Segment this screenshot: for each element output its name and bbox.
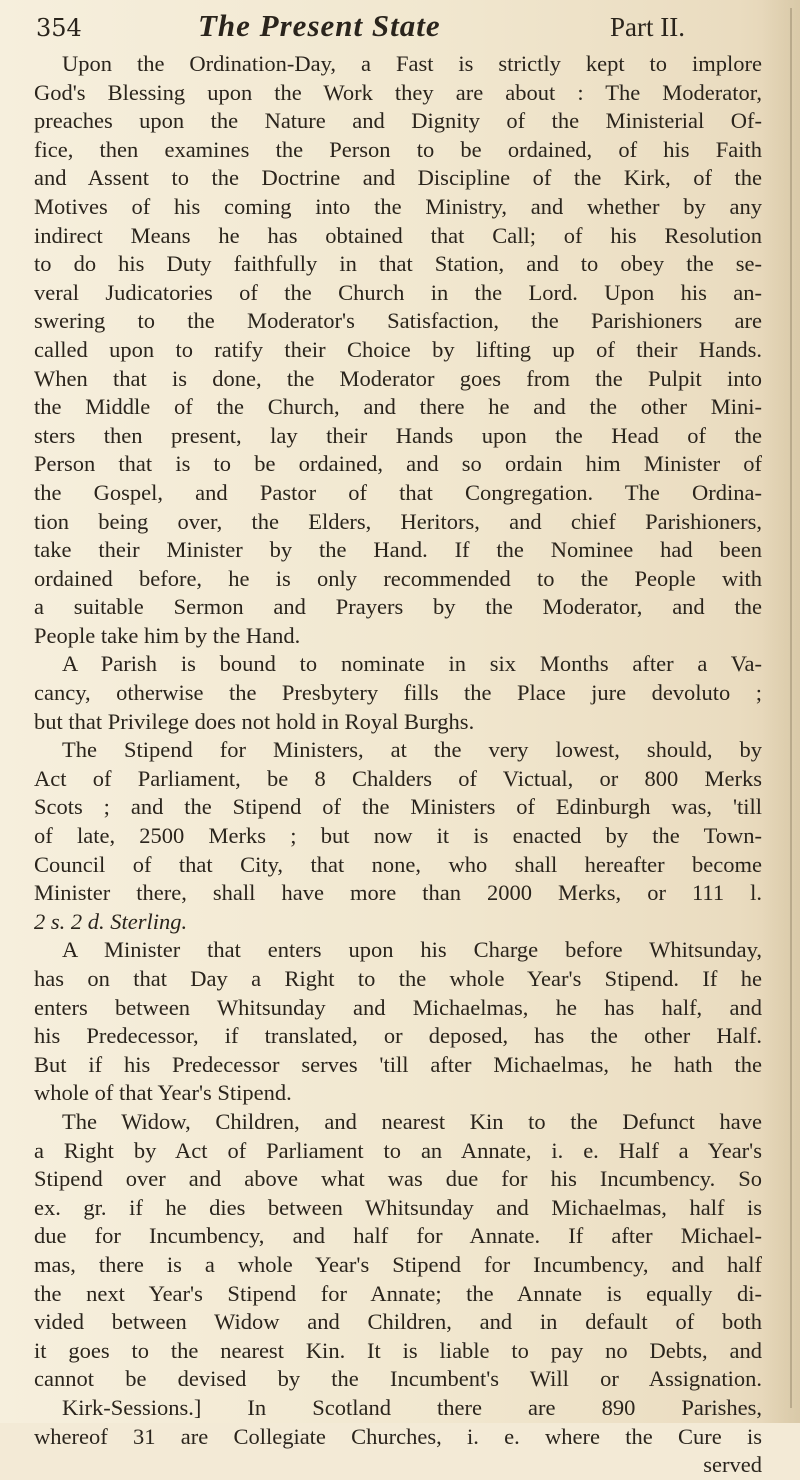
text-line: ordained before, he is only recommended to the People with [34,565,762,591]
page-edge-line [790,8,792,1408]
text-line: When that is done, the Moderator goes from the Pulpit into [34,365,762,391]
text-line: his Predecessor, if translated, or deposed, has the other Half. [34,1023,762,1049]
text-line: but that Privilege does not hold in Royal Burghs. [34,708,475,734]
text-line: the Middle of the Church, and there he and the other Mini- [34,394,762,420]
text-line: whereof 31 are Collegiate Churches, i. e. where the Cure is [34,1423,762,1449]
text-line: Motives of his coming into the Ministry, and whether by any [34,193,762,219]
text-line: the Gospel, and Pastor of that Congregation. The Ordina- [34,479,762,505]
part-label: Part II. [610,12,685,42]
text-line: and Assent to the Doctrine and Discipline of the Kirk, of the [34,165,762,191]
text-line: 2 s. 2 d. Sterling. [34,908,188,934]
text-line: Person that is to be ordained, and so ordain him Minister of [34,451,762,477]
text-line: called upon to ratify their Choice by lifting up of their Hands. [34,336,762,362]
text-line: The Stipend for Ministers, at the very lowest, should, by [62,737,762,763]
page-header [28,4,758,48]
text-line: fice, then examines the Person to be ordained, of his Faith [34,136,762,162]
text-line: God's Blessing upon the Work they are about : The Moderator, [34,79,762,105]
text-line: But if his Predecessor serves 'till after Michaelmas, he hath the [34,1051,762,1077]
text-line: The Widow, Children, and nearest Kin to the Defunct have [62,1108,762,1134]
text-line: to do his Duty faithfully in that Station, and to obey the se- [34,251,762,277]
text-line: Act of Parliament, be 8 Chalders of Victual, or 800 Merks [34,765,762,791]
text-line: has on that Day a Right to the whole Year's Stipend. If he [34,966,762,991]
text-line: Council of that City, that none, who shall hereafter become [34,851,762,877]
text-line: tion being over, the Elders, Heritors, and chief Parishioners, [34,508,762,534]
text-line: cannot be devised by the Incumbent's Will or Assignation. [34,1366,762,1392]
text-line: a suitable Sermon and Prayers by the Moderator, and the [34,594,762,620]
text-line: due for Incumbency, and half for Annate. If after Michael- [34,1223,762,1249]
text-line: whole of that Year's Stipend. [34,1080,292,1106]
text-line: People take him by the Hand. [34,622,301,648]
text-line: take their Minister by the Hand. If the Nominee had been [34,537,762,563]
text-line: enters between Whitsunday and Michaelmas, he has half, and [34,994,762,1020]
body-text [34,50,762,1480]
text-line: cancy, otherwise the Presbytery fills the Place jure devoluto ; [34,680,762,706]
text-line: of late, 2500 Merks ; but now it is enacted by the Town- [34,823,762,849]
text-line: veral Judicatories of the Church in the Lord. Upon his an- [34,279,762,305]
page-number: 354 [36,14,82,42]
text-line: preaches upon the Nature and Dignity of the Ministerial Of- [34,108,762,134]
text-line: it goes to the nearest Kin. It is liable to pay no Debts, and [34,1337,762,1363]
text-line: A Minister that enters upon his Charge before Whitsunday, [62,937,762,963]
text-line: ex. gr. if he dies between Whitsunday and Michaelmas, half is [34,1194,762,1220]
text-line: swering to the Moderator's Satisfaction, the Parishioners are [34,308,762,334]
text-line: Stipend over and above what was due for his Incumbency. So [34,1166,762,1192]
running-title: The Present State [198,8,441,43]
text-line: Upon the Ordination-Day, a Fast is strictly kept to implore [62,51,762,76]
text-line: mas, there is a whole Year's Stipend for Incumbency, and half [34,1251,762,1277]
text-line: Scots ; and the Stipend of the Ministers of Edinburgh was, 'till [34,794,762,820]
text-line: a Right by Act of Parliament to an Annate, i. e. Half a Year's [34,1137,762,1163]
text-line: A Parish is bound to nominate in six Months after a Va- [62,651,762,677]
catchword: served [703,1452,762,1478]
page-edge-shadow [762,0,800,1423]
text-line: Kirk-Sessions.] In Scotland there are 890 Parishes, [62,1394,762,1420]
text-line: sters then present, lay their Hands upon the Head of the [34,422,762,448]
text-line: the next Year's Stipend for Annate; the Annate is equally di- [34,1280,762,1306]
text-line: indirect Means he has obtained that Call; of his Resolution [34,222,762,248]
text-line: Minister there, shall have more than 2000 Merks, or 111 l. [34,880,762,906]
text-line: vided between Widow and Children, and in default of both [34,1309,762,1335]
